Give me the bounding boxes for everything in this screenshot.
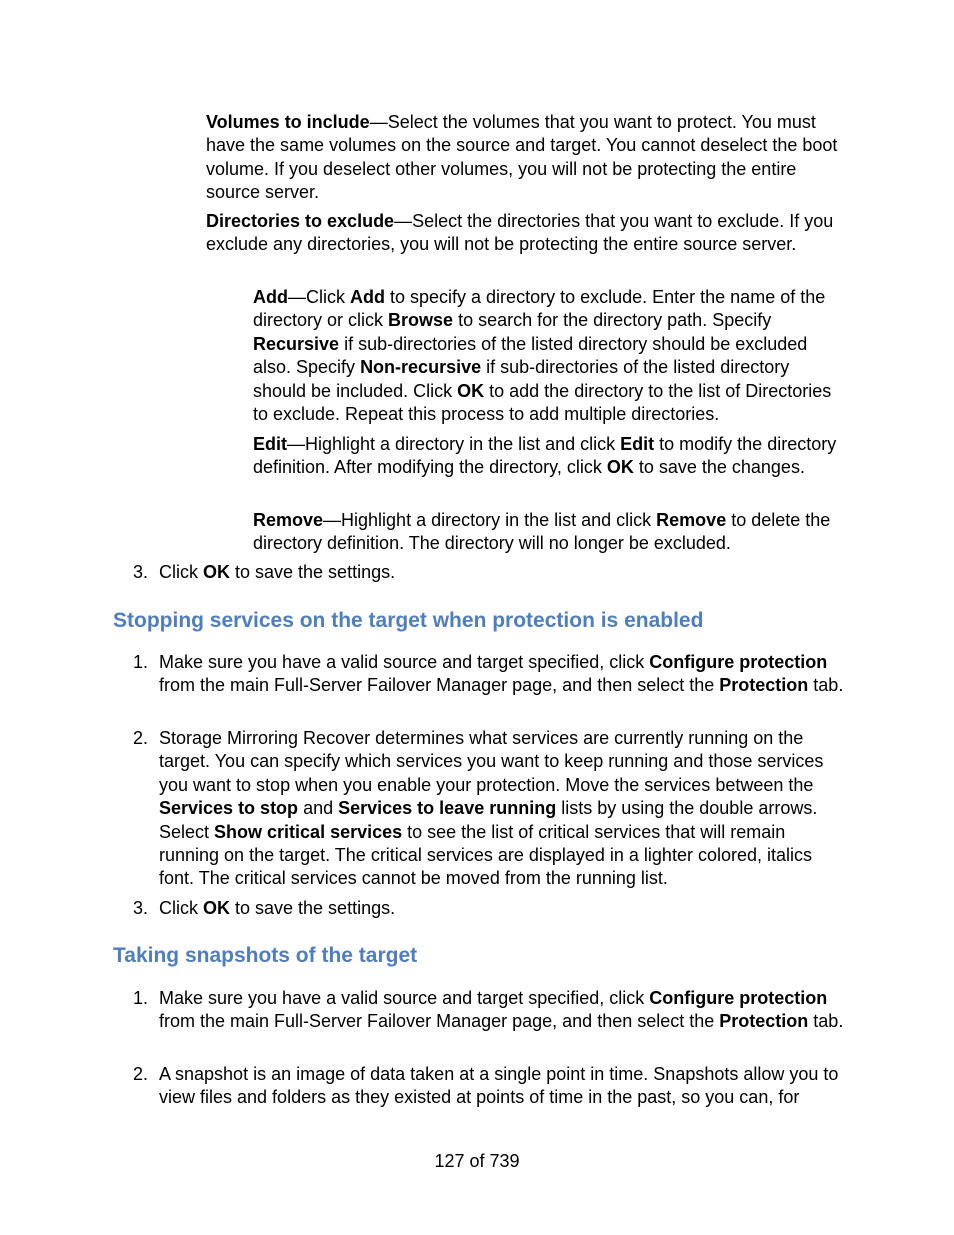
text: to save the changes. — [633, 457, 805, 478]
directories-paragraph — [206, 210, 846, 257]
text: to save the settings. — [230, 562, 396, 582]
bold: Protection — [719, 1011, 809, 1032]
text: —Highlight a directory in the list and click — [287, 434, 621, 454]
section-heading-snapshots: Taking snapshots of the target — [113, 944, 418, 967]
bold: Show critical services — [214, 821, 403, 842]
text: Click — [159, 898, 203, 918]
step-3-text — [159, 561, 849, 584]
text: and — [298, 798, 339, 819]
bold: Non-recursive — [360, 357, 482, 378]
section1-step-1 — [159, 651, 849, 698]
bold: Protection — [719, 675, 809, 696]
remove-paragraph — [253, 509, 843, 556]
section2-step-1 — [159, 987, 849, 1034]
bold: Recursive — [253, 333, 340, 354]
term: Edit — [253, 434, 287, 454]
text: Click — [159, 562, 203, 582]
text: to specify a directory to exclude. Enter the name of the directory or click — [253, 287, 826, 331]
bold: Remove — [656, 510, 727, 530]
section1-step-2 — [159, 727, 849, 891]
bold: Browse — [388, 310, 454, 331]
text: to search for the directory path. Specify — [453, 310, 772, 331]
text: to see the list of critical services that will remain running on the target. The critical services are displayed in a lighter colored, italics font. The critical services cannot be moved from the running list. — [159, 821, 813, 889]
text: —Click — [288, 287, 350, 307]
step-number: 3. — [133, 562, 149, 582]
text: tab. — [808, 675, 844, 696]
step-number: 2. — [133, 1064, 149, 1084]
text: Storage Mirroring Recover determines what services are currently running on the target. You can specify which services you want to keep running and those services you want to stop when you enable your protection. Move the services between the — [159, 728, 824, 795]
add-paragraph — [253, 286, 843, 426]
term: Directories to exclude — [206, 211, 395, 231]
text: Make sure you have a valid source and target specified, click — [159, 988, 650, 1008]
text: from the main Full-Server Failover Manager page, and then select the — [159, 1011, 720, 1032]
text: lists by using the double arrows. Select — [159, 798, 818, 842]
section2-step-2 — [159, 1063, 849, 1110]
step-number: 1. — [133, 652, 149, 672]
step-number: 2. — [133, 728, 149, 748]
section-heading-stopping-services: Stopping services on the target when protection is enabled — [113, 609, 704, 632]
text: to add the directory to the list of Directories to exclude. Repeat this process to add multiple directories. — [253, 380, 832, 425]
edit-paragraph — [253, 433, 843, 480]
text: to delete the directory definition. The directory will no longer be excluded. — [253, 510, 831, 554]
text: to save the settings. — [230, 898, 396, 918]
term: Add — [253, 287, 288, 307]
text: from the main Full-Server Failover Manager page, and then select the — [159, 675, 720, 696]
body-text: —Select the volumes that you want to protect. You must have the same volumes on the source and target. You cannot deselect the boot volume. If you deselect other volumes, you will not be protecting the entire source server. — [206, 112, 838, 203]
volumes-paragraph — [206, 111, 846, 205]
step-number: 1. — [133, 988, 149, 1008]
section1-step-3 — [159, 897, 849, 920]
step-number: 3. — [133, 898, 149, 918]
bold: OK — [606, 457, 634, 478]
bold: OK — [457, 380, 485, 401]
bold: OK — [203, 898, 230, 918]
bold: Configure protection — [649, 652, 828, 672]
text: to modify the directory definition. After modifying the directory, click — [253, 434, 837, 478]
bold: OK — [203, 562, 230, 582]
text: tab. — [808, 1011, 844, 1032]
page-number: 127 of 739 — [434, 1151, 520, 1171]
term: Volumes to include — [206, 112, 370, 132]
text: Make sure you have a valid source and target specified, click — [159, 652, 650, 672]
text: if sub-directories of the listed directory should be excluded also. Specify — [253, 333, 808, 378]
bold: Services to leave running — [338, 798, 557, 819]
text: —Highlight a directory in the list and click — [323, 510, 657, 530]
text: if sub-directories of the listed directory should be included. Click — [253, 357, 790, 401]
bold: Services to stop — [159, 798, 299, 819]
text: A snapshot is an image of data taken at a single point in time. Snapshots allow you to view files and folders as they existed at points of time in the past, so you can, for — [159, 1064, 839, 1108]
bold: Edit — [620, 434, 655, 454]
bold: Configure protection — [649, 988, 828, 1008]
body-text: —Select the directories that you want to exclude. If you exclude any directories, you will not be protecting the entire source server. — [206, 211, 834, 255]
term: Remove — [253, 510, 324, 530]
bold: Add — [350, 287, 385, 307]
